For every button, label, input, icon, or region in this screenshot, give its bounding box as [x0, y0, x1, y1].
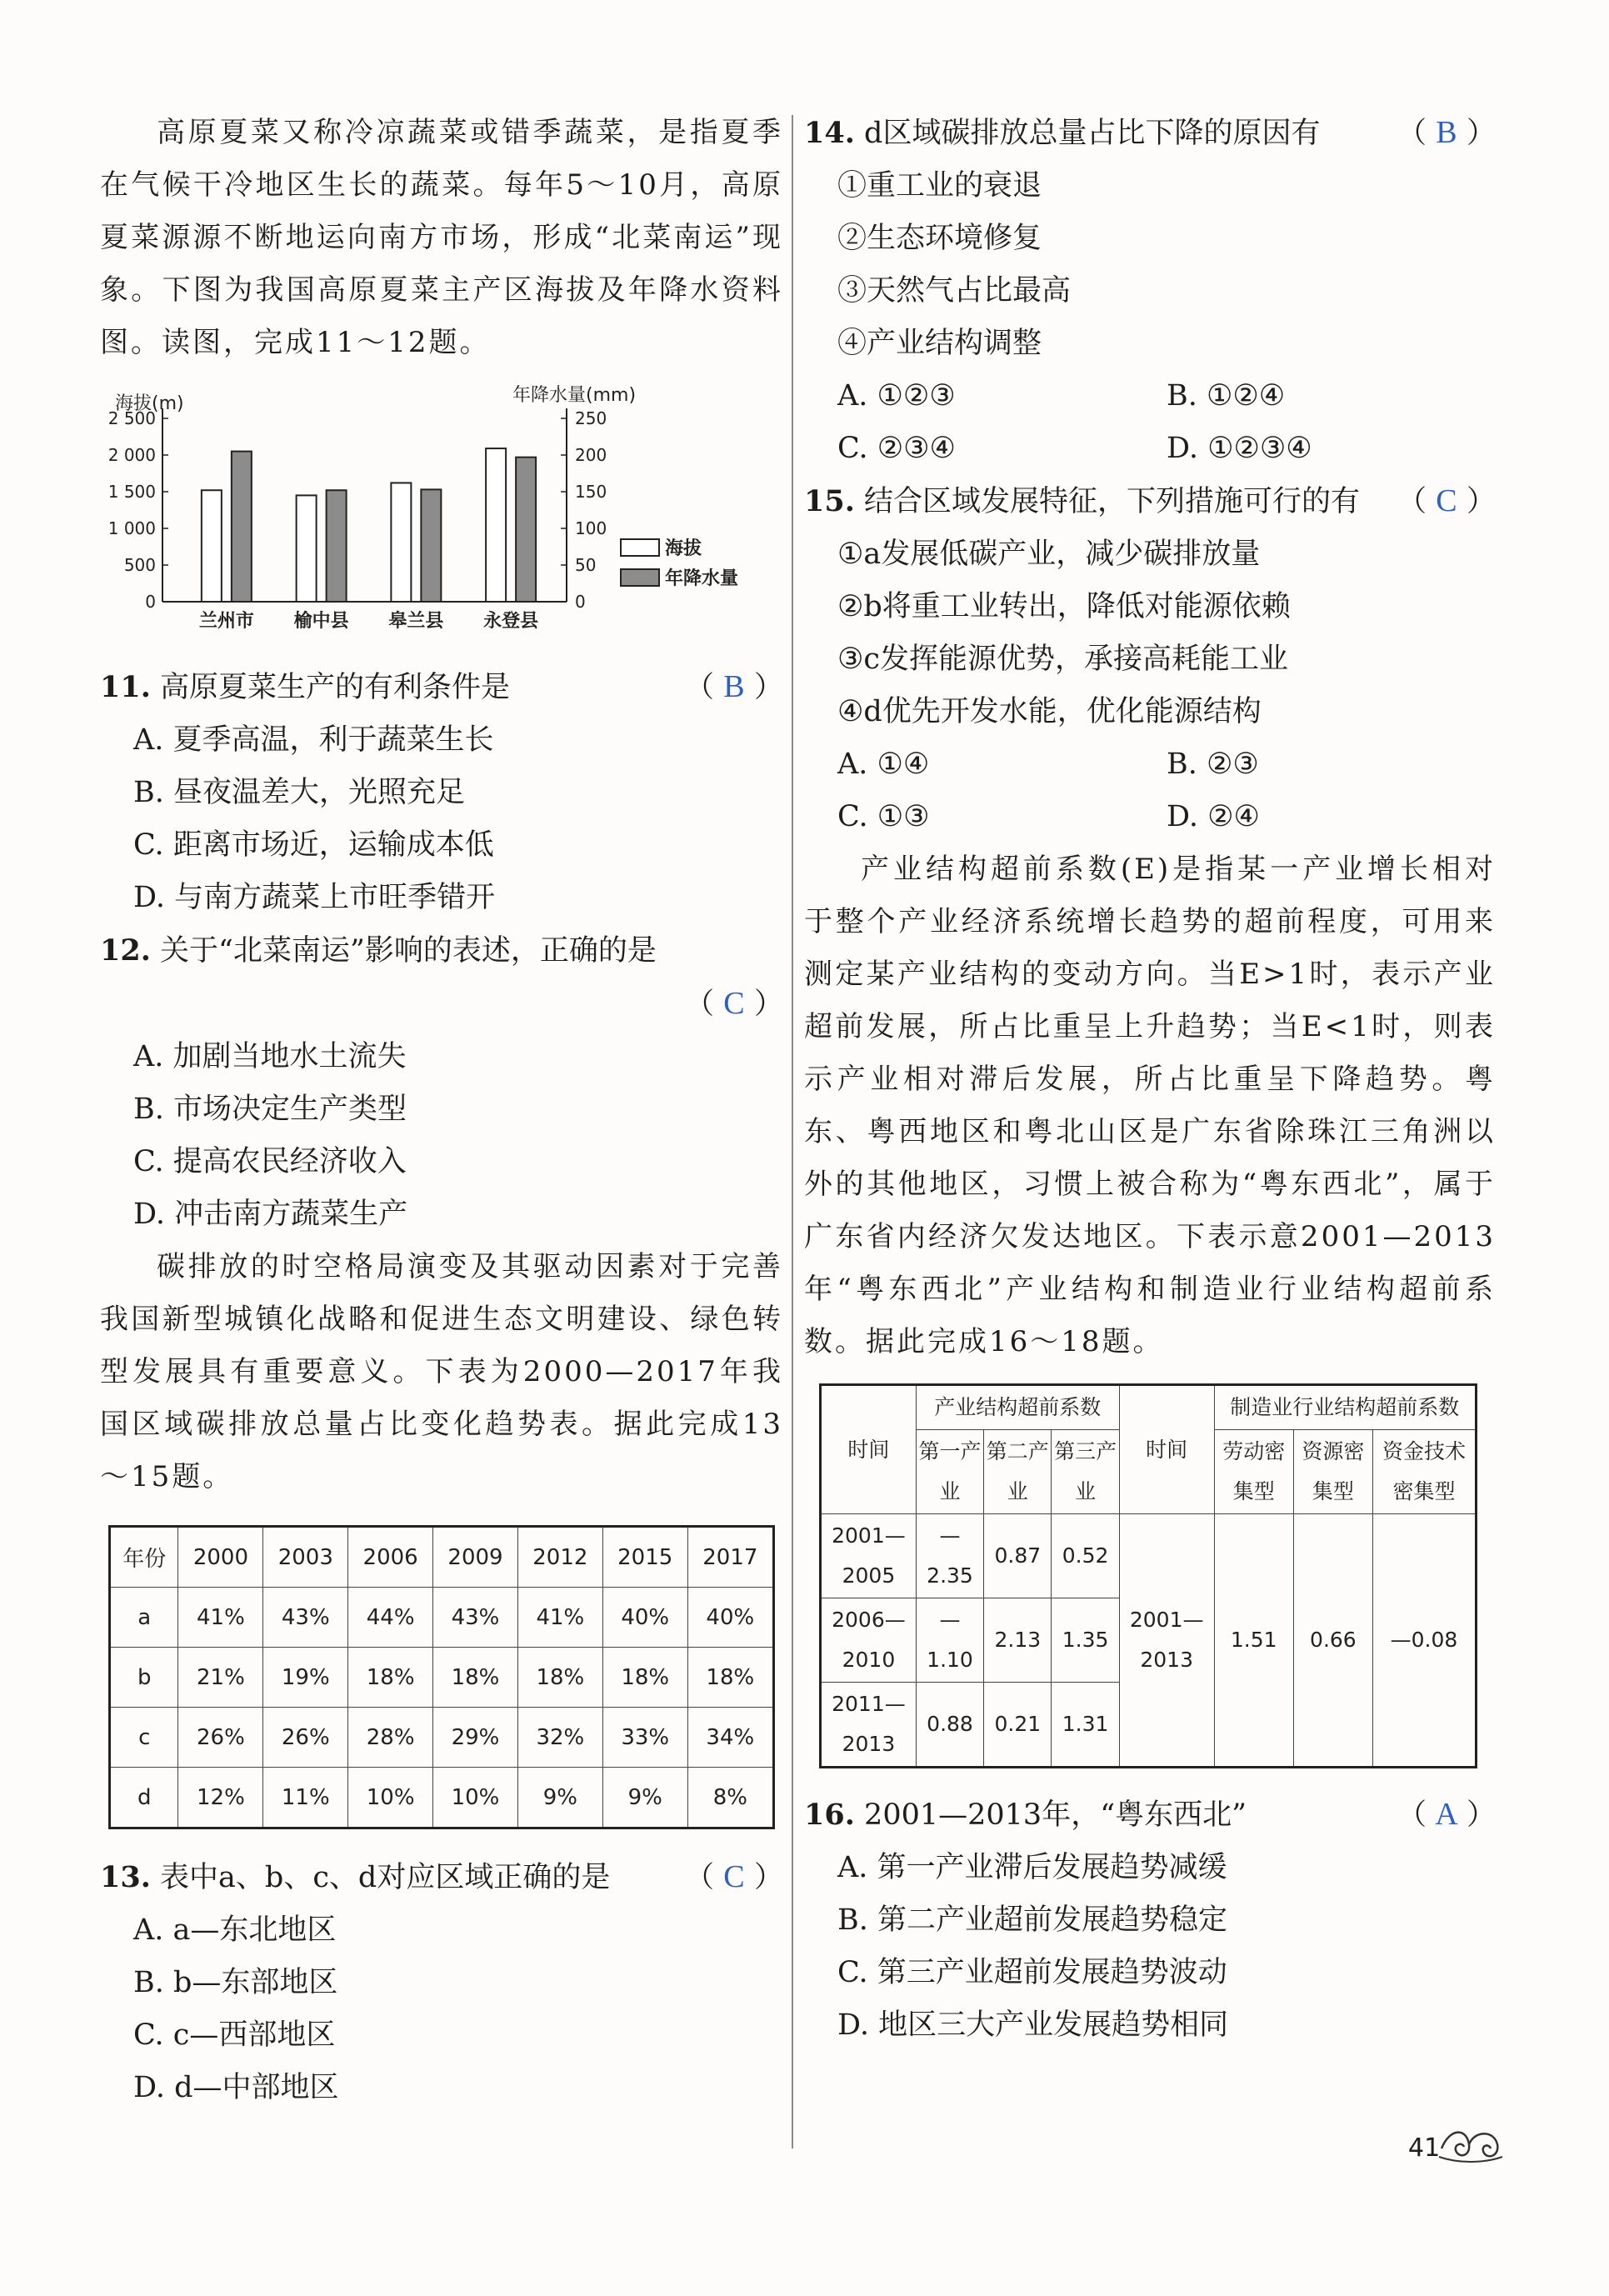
table-cell: —2.35 [916, 1514, 983, 1598]
chart-marks [108, 408, 738, 632]
table-cell: 28% [348, 1708, 433, 1768]
carbon-table-header-cell: 2006 [348, 1527, 433, 1588]
question-15-text: 结合区域发展特征，下列措施可行的有 [864, 485, 1361, 518]
table-cell: 0.87 [984, 1514, 1052, 1598]
table-cell: 10% [433, 1768, 518, 1828]
carbon-table-header-cell: 2017 [687, 1527, 773, 1588]
table-cell: 32% [517, 1708, 602, 1768]
table-cell: 34% [687, 1708, 773, 1768]
chart-ylabel-right: 年降水量(mm) [512, 385, 637, 406]
carbon-table-header-cell: 2003 [263, 1527, 348, 1588]
table-cell-period: 2001—2005 [821, 1514, 917, 1598]
chart-bar-precipitation [516, 458, 536, 602]
question-13-option-d: D. d—中部地区 [133, 2071, 339, 2104]
question-12-number: 12. [100, 933, 151, 968]
question-11-text: 高原夏菜生产的有利条件是 [160, 671, 511, 704]
struct-table-row [821, 1514, 1477, 1598]
table-cell: 41% [178, 1588, 263, 1648]
question-11-stem [100, 661, 783, 714]
chart-right-tick-label: 150 [575, 482, 607, 502]
question-11-option-a: A. 夏季高温，利于蔬菜生长 [133, 723, 494, 757]
question-15-answer: C [1436, 483, 1457, 518]
question-12-text: 关于“北菜南运”影响的表述，正确的是 [160, 934, 657, 968]
question-15-option-c: C. ①③ [837, 800, 930, 833]
chart-bar-elevation [486, 448, 506, 602]
struct-table-col-labor: 劳动密集型 [1214, 1430, 1293, 1514]
table-cell: 18% [517, 1648, 602, 1708]
intro-paragraph-industry: 产业结构超前系数(E)是指某一产业增长相对于整个产业经济系统增长趋势的超前程度，可用来测定某产业结构的变动方向。当E>1时，表示产业超前发展，所占比重呈上升趋势；当E<1时，则表示产业相对滞后发展，所占比重呈下降趋势。粤东、粤西地区和粤北山区是广东省除珠江三角洲以外的其他地区，习惯上被合称为“粤东西北”，属于广东省内经济欠发达地区。下表示意2001—2013年“粤东西北”产业结构和制造业行业结构超前系数。据此完成16～18题。 [804, 853, 1496, 1358]
industry-structure-table [819, 1383, 1477, 1768]
table-cell: 11% [263, 1768, 348, 1828]
question-12 [100, 924, 783, 1241]
chart-bar-elevation [297, 495, 317, 602]
question-11-option-b: B. 昼夜温差大，光照充足 [133, 776, 465, 809]
table-cell: 33% [602, 1708, 687, 1768]
carbon-table-header-row [110, 1527, 774, 1588]
intro-paragraph-vegetables: 高原夏菜又称冷凉蔬菜或错季蔬菜，是指夏季在气候干冷地区生长的蔬菜。每年5～10月，高原夏菜源源不断地运向南方市场，形成“北菜南运”现象。下图为我国高原夏菜主产区海拔及年降水资料图。读图，完成11～12题。 [100, 116, 783, 359]
table-cell: 0.66 [1293, 1514, 1372, 1768]
question-15-option-a: A. ①④ [837, 748, 930, 781]
table-cell: 40% [687, 1588, 773, 1648]
question-16-stem [804, 1788, 1496, 1842]
question-13-number: 13. [100, 1860, 151, 1894]
table-cell: 44% [348, 1588, 433, 1648]
question-16-text: 2001—2013年，“粤东西北” [864, 1798, 1247, 1832]
table-cell: 18% [433, 1648, 518, 1708]
table-cell-mfg-period: 2001—2013 [1119, 1514, 1214, 1768]
table-cell: 2.13 [984, 1598, 1052, 1683]
chart-svg [100, 381, 783, 656]
question-15-item-1: ①a发展低碳产业，减少碳排放量 [837, 538, 1261, 571]
chart-left-tick-label: 2 000 [107, 445, 156, 465]
chart-bar-elevation [391, 483, 411, 602]
chart-left-tick-label: 0 [145, 592, 156, 612]
table-cell: 10% [348, 1768, 433, 1828]
question-12-option-c: C. 提高农民经济收入 [133, 1145, 407, 1178]
question-16-option-b: B. 第二产业超前发展趋势稳定 [837, 1903, 1227, 1937]
table-cell: 26% [178, 1708, 263, 1768]
carbon-table-row-c [110, 1708, 774, 1768]
table-cell: 18% [602, 1648, 687, 1708]
struct-table-col-tertiary: 第三产业 [1052, 1430, 1119, 1514]
chart-legend-label-precipitation: 年降水量 [665, 568, 739, 589]
question-14-options [804, 370, 1496, 475]
question-12-answer-box: （ C ） [100, 978, 783, 1031]
question-16-number: 16. [804, 1798, 855, 1832]
table-cell: 1.51 [1214, 1514, 1293, 1768]
question-15-item-3: ③c发挥能源优势，承接高耗能工业 [837, 643, 1288, 676]
question-14-text: d区域碳排放总量占比下降的原因有 [864, 117, 1321, 150]
table-cell: 40% [602, 1588, 687, 1648]
page-number: 41 [1408, 2133, 1441, 2163]
table-cell: d [110, 1768, 178, 1828]
question-13-answer: C [723, 1859, 745, 1894]
question-14 [804, 107, 1496, 475]
question-11 [100, 661, 783, 924]
chart-legend-label-elevation: 海拔 [665, 538, 702, 559]
chart-legend-swatch-elevation [621, 539, 659, 556]
question-13 [100, 1851, 783, 2114]
question-13-text: 表中a、b、c、d对应区域正确的是 [160, 1861, 611, 1894]
table-cell: 9% [517, 1768, 602, 1828]
struct-table-time-header: 时间 [821, 1385, 917, 1514]
question-15-number: 15. [804, 484, 855, 518]
table-cell: 29% [433, 1708, 518, 1768]
question-16-option-d: D. 地区三大产业发展趋势相同 [837, 2008, 1229, 2042]
chart-left-tick-label: 500 [123, 555, 156, 575]
table-cell: 0.52 [1052, 1514, 1119, 1598]
table-cell: —0.08 [1372, 1514, 1476, 1768]
chart-ylabel-left: 海拔(m) [115, 393, 184, 414]
question-14-option-a: A. ①②③ [837, 379, 956, 413]
question-11-option-d: D. 与南方蔬菜上市旺季错开 [133, 881, 496, 914]
table-cell: —1.10 [916, 1598, 983, 1683]
question-14-answer: B [1436, 115, 1457, 150]
question-12-option-d: D. 冲击南方蔬菜生产 [133, 1198, 408, 1231]
question-15-options [804, 738, 1496, 843]
question-11-option-c: C. 距离市场近，运输成本低 [133, 828, 494, 862]
question-14-answer-box: （ B ） [1397, 107, 1496, 160]
question-15-item-2: ②b将重工业转出，降低对能源依赖 [837, 590, 1291, 623]
question-14-stem [804, 107, 1496, 160]
question-15-item-4: ④d优先开发水能，优化能源结构 [837, 695, 1262, 728]
question-13-option-b: B. b—东部地区 [133, 1966, 338, 1999]
table-cell: 43% [263, 1588, 348, 1648]
chart-legend-swatch-precipitation [621, 569, 659, 586]
carbon-table-header-cell: 2000 [178, 1527, 263, 1588]
question-13-option-c: C. c—西部地区 [133, 2018, 336, 2052]
carbon-table-row-d [110, 1768, 774, 1828]
table-cell: 41% [517, 1588, 602, 1648]
table-cell: 43% [433, 1588, 518, 1648]
table-cell: 21% [178, 1648, 263, 1708]
question-14-option-d: D. ①②③④ [1167, 432, 1312, 465]
table-cell: 8% [687, 1768, 773, 1828]
chart-right-tick-label: 50 [575, 555, 597, 575]
table-cell: 1.35 [1052, 1598, 1119, 1683]
chart-right-tick-label: 250 [575, 408, 607, 428]
chart-category-label: 榆中县 [293, 611, 349, 632]
carbon-table-header-cell: 2012 [517, 1527, 602, 1588]
table-cell: b [110, 1648, 178, 1708]
question-16 [804, 1788, 1496, 2052]
chart-category-label: 永登县 [483, 611, 539, 632]
question-11-number: 11. [100, 670, 151, 704]
question-15-stem [804, 475, 1496, 528]
chart-category-label: 皋兰县 [388, 611, 444, 632]
struct-table-time-header-2: 时间 [1119, 1385, 1214, 1514]
table-cell: 0.88 [916, 1683, 983, 1768]
struct-table-mfg-header: 制造业行业结构超前系数 [1214, 1385, 1476, 1430]
chart-left-tick-label: 1 500 [107, 482, 156, 502]
table-cell: 12% [178, 1768, 263, 1828]
struct-table-col-resource: 资源密集型 [1293, 1430, 1372, 1514]
chart-right-tick-label: 200 [575, 445, 607, 465]
struct-table-col-secondary: 第二产业 [984, 1430, 1052, 1514]
left-column [100, 107, 783, 2114]
struct-table-col-primary: 第一产业 [916, 1430, 983, 1514]
carbon-table-row-b [110, 1648, 774, 1708]
question-12-option-b: B. 市场决定生产类型 [133, 1093, 407, 1126]
chart-bar-precipitation [327, 490, 347, 602]
column-divider [792, 115, 793, 2148]
question-11-answer: B [723, 669, 745, 704]
table-cell: 18% [687, 1648, 773, 1708]
carbon-table-header-cell: 2009 [433, 1527, 518, 1588]
table-cell: 1.31 [1052, 1683, 1119, 1768]
intro-paragraph-carbon: 碳排放的时空格局演变及其驱动因素对于完善我国新型城镇化战略和促进生态文明建设、绿色转型发展具有重要意义。下表为2000—2017年我国区域碳排放总量占比变化趋势表。据此完成13～15题。 [100, 1250, 783, 1493]
table-cell: 18% [348, 1648, 433, 1708]
question-16-option-a: A. 第一产业滞后发展趋势减缓 [837, 1851, 1227, 1884]
struct-table-industry-header: 产业结构超前系数 [916, 1385, 1119, 1430]
question-16-option-c: C. 第三产业超前发展趋势波动 [837, 1956, 1227, 1989]
chart-right-tick-label: 100 [575, 518, 607, 538]
chart-left-tick-label: 1 000 [107, 518, 156, 538]
question-15-option-d: D. ②④ [1167, 800, 1260, 833]
question-13-answer-box: （ C ） [685, 1851, 783, 1904]
chart-bar-precipitation [232, 452, 252, 602]
right-column [804, 107, 1496, 2052]
question-15-answer-box: （ C ） [1397, 475, 1496, 528]
question-13-option-a: A. a—东北地区 [133, 1913, 337, 1947]
question-16-answer-box: （ A ） [1397, 1788, 1496, 1842]
table-cell: a [110, 1588, 178, 1648]
question-15 [804, 475, 1496, 843]
question-12-stem [100, 924, 783, 978]
chart-left-tick-label: 2 500 [107, 408, 156, 428]
question-14-item-2: ②生态环境修复 [837, 222, 1042, 255]
carbon-table-header-cell: 年份 [110, 1527, 178, 1588]
carbon-table-header-cell: 2015 [602, 1527, 687, 1588]
page-ornament-icon [1437, 2123, 1504, 2165]
table-cell: 0.21 [984, 1683, 1052, 1768]
question-14-item-4: ④产业结构调整 [837, 327, 1042, 360]
table-cell: 9% [602, 1768, 687, 1828]
question-14-item-1: ①重工业的衰退 [837, 169, 1042, 203]
table-cell: 19% [263, 1648, 348, 1708]
chart-bar-precipitation [421, 489, 441, 602]
chart-right-tick-label: 0 [575, 592, 586, 612]
question-12-option-a: A. 加剧当地水土流失 [133, 1040, 407, 1073]
question-14-option-c: C. ②③④ [837, 432, 956, 465]
question-14-item-3: ③天然气占比最高 [837, 274, 1072, 308]
elevation-precipitation-chart [100, 381, 783, 656]
carbon-table-row-a [110, 1588, 774, 1648]
question-14-number: 14. [804, 116, 855, 150]
question-15-option-b: B. ②③ [1167, 748, 1259, 781]
question-13-stem [100, 1851, 783, 1904]
carbon-share-table [108, 1525, 775, 1829]
question-16-answer: A [1435, 1797, 1458, 1832]
question-12-answer: C [723, 986, 745, 1021]
table-cell-period: 2006—2010 [821, 1598, 917, 1683]
question-14-option-b: B. ①②④ [1167, 379, 1286, 413]
struct-table-col-capital: 资金技术密集型 [1372, 1430, 1476, 1514]
table-cell: 26% [263, 1708, 348, 1768]
table-cell-period: 2011—2013 [821, 1683, 917, 1768]
chart-bar-elevation [202, 490, 222, 602]
table-cell: c [110, 1708, 178, 1768]
chart-category-label: 兰州市 [198, 611, 254, 632]
question-11-answer-box: （ B ） [685, 661, 783, 714]
struct-table-header-row-1 [821, 1385, 1477, 1430]
